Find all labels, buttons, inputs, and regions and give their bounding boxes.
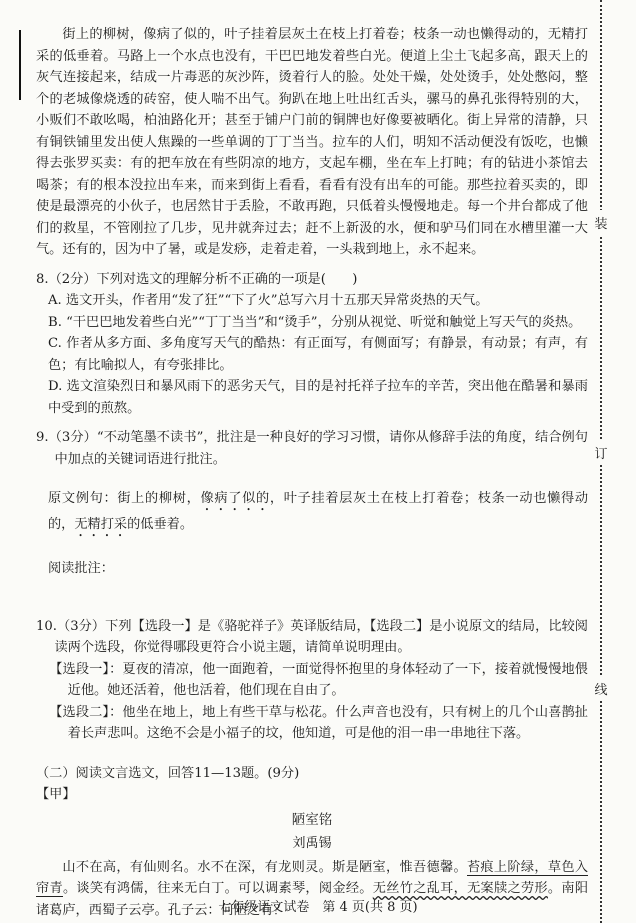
binding-char-ding: 订: [592, 440, 610, 465]
section2-label: 【甲】: [36, 787, 76, 802]
poem-text-1: 山不在高，有仙则名。水不在深，有龙则灵。斯是陋室，惟吾德馨。: [62, 859, 467, 875]
poem-text-2: 。谈笑有鸿儒，往来无白丁。可以调素琴，阅金经。: [62, 881, 373, 896]
q9-dotted-phrase-1: 像病了似的: [200, 491, 270, 506]
q9-example-prefix: 原文例句：街上的柳树，: [48, 491, 201, 506]
q8-option-a: A. 选文开头，作者用“发了狂”“下了火”总写六月十五那天异常炎热的天气。: [48, 293, 489, 308]
poem-text-3: 。南阳诸葛庐，西蜀子云亭。孔子云：何陋之有？: [36, 881, 589, 918]
poem-title: 陋室铭: [291, 811, 333, 828]
q9-example-suffix: 的低垂着。: [127, 517, 194, 532]
question-8: [36, 269, 588, 420]
binding-char-zhuang: 装: [592, 210, 610, 235]
page-footer: 七年级语文试卷 第 4 页(共 8 页): [218, 900, 418, 915]
q10-segment-2: 【选段二】：他坐在地上，地上有些干草与松花。什么声音也没有，只有树上的几个山喜鹊扯着长声悲叫。这绝不会是小福子的坟，他知道，可是他的泪一串一串地往下落。: [49, 704, 588, 741]
margin-bar: [19, 30, 21, 100]
q8-option-d: D. 选文渲染烈日和暴风雨下的恶劣天气，目的是衬托祥子拉车的辛苦，突出他在酷暑和暴雨中受到的煎熬。: [48, 379, 588, 416]
q10-stem: 10.（3分）下列【选段一】是《骆驼祥子》英译版结局，【选段二】是小说原文的结局，比较阅读两个选段，你觉得哪段更符合小说主题，请简单说明理由。: [36, 618, 588, 655]
reading-passage: 街上的柳树，像病了似的，叶子挂着层灰土在枝上打着卷；枝条一动也懒得动的，无精打采的低垂着。马路上一个水点也没有，干巴巴地发着些白光。便道上尘土飞起多高，跟天上的灰气连接起来，结成一片毒恶的灰沙阵，烫着行人的脸。处处干燥，处处烫手，处处憋闷，整个的老城像烧透的砖窑，使人喘不出气。狗趴在地上吐出红舌头，骡马的鼻孔张得特别的大，小贩们不敢吆喝，柏油路化开；甚至于铺户门前的铜牌也好像要被晒化。街上异常的清静，只有铜铁铺里发出使人焦躁的一些单调的丁丁当当。拉车的人们，明知不活动便没有饭吃，也懒得去张罗买卖：有的把车放在有些阴凉的地方，支起车棚，坐在车上打盹；有的钻进小茶馆去喝茶；有的根本没拉出车来，而来到街上看看，看看有没有出车的可能。那些拉着买卖的，即使是最漂亮的小伙子，也居然甘于丢脸，不敢再跑，只低着头慢慢地走。每一个井台都成了他们的救星，不管刚拉了几步，见井就奔过去；赶不上新汲的水，便和驴马们同在水槽里灌一大气。还有的，因为中了暑，或是发痧，走着走着，一头栽到地上，永不起来。: [36, 27, 588, 257]
question-10: [36, 616, 588, 745]
q8-option-c: C. 作者从多方面、多角度写天气的酷热：有正面写，有侧面写；有静景，有动景；有声，有色；有比喻拟人，有夸张排比。: [48, 336, 588, 373]
section2-heading: （二）阅读文言选文，回答11—13题。(9分): [36, 765, 300, 781]
q10-segment-1: 【选段一】：夏夜的清凉，他一面跑着，一面觉得怀抱里的身体轻动了一下，接着就慢慢地偎近他。她还活着，他也活着，他们现在自由了。: [49, 661, 588, 698]
q9-example-sentence: [36, 488, 588, 540]
poem-underlined-1: 苔痕上阶绿，草色入帘青: [36, 859, 589, 896]
q9-annotation-label: 阅读批注：: [48, 561, 114, 576]
q8-option-b: B. “干巴巴地发着些白光”“丁丁当当”和“烫手”，分别从视觉、听觉和触觉上写天气的炎热。: [48, 314, 582, 330]
q9-example-mid: ，叶子挂着层灰土在枝上打着卷；枝条一动也懒得动的，: [48, 491, 589, 532]
q9-stem: 9.（3分）“不动笔墨不读书”，批注是一种良好的学习习惯，请你从修辞手法的角度，结合例句中加点的关键词语进行批注。: [36, 430, 588, 467]
poem-author: 刘禹锡: [292, 836, 332, 851]
exam-content: [36, 24, 588, 921]
binding-char-xian: 线: [592, 676, 610, 701]
question-9: [36, 427, 588, 580]
q9-dotted-phrase-2: 无精打采: [74, 517, 128, 532]
q8-stem: 8.（2分）下列对选文的理解分析不正确的一项是( ): [36, 271, 358, 287]
poem-wavy-underlined: 无丝竹之乱耳，无案牍之劳形: [372, 881, 548, 896]
